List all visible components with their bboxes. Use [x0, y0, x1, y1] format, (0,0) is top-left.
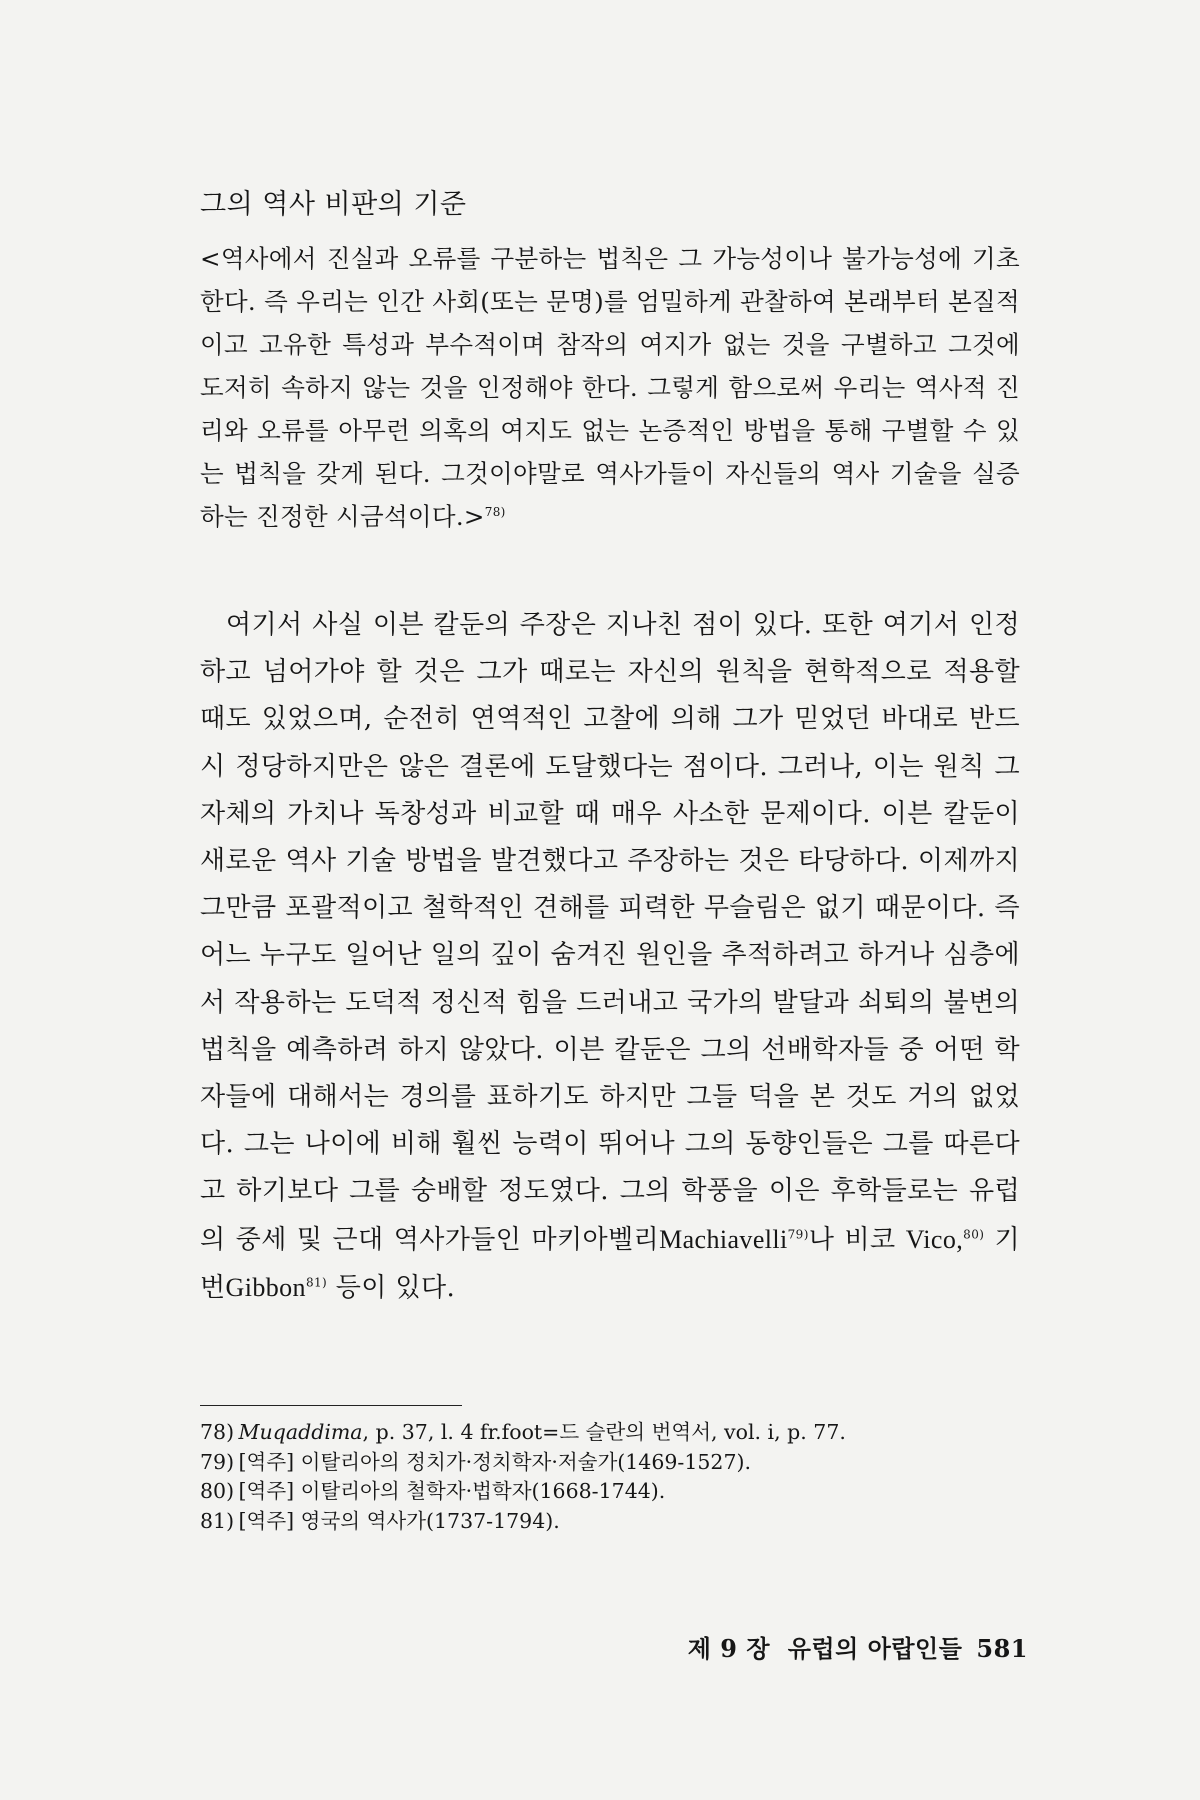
- body-text-4: 등이 있다.: [327, 1272, 456, 1303]
- footnote-text: , p. 37, l. 4 fr.foot=드 슬란의 번역서, vol. i, p. 77.: [362, 1420, 846, 1444]
- footnote-number: 79): [200, 1449, 235, 1474]
- page-number: 581: [976, 1634, 1028, 1663]
- quote-text: <역사에서 진실과 오류를 구분하는 법칙은 그 가능성이나 불가능성에 기초한다. 즉 우리는 인간 사회(또는 문명)를 엄밀하게 관찰하여 본래부터 본질적이고 고유한 특성과 부수적이며 참작의 여지가 없는 것을 구별하고 그것에 도저히 속하지 않는 것을 인정해야 한다. 그렇게 함으로써 우리는 역사적 진리와 오류를 아무런 의혹의 여지도 없는 논증적인 방법을 통해 구별할 수 있는 법칙을 갖게 된다. 그것이야말로 역사가들이 자신들의 역사 기술을 실증하는 진정한 시금석이다.>: [200, 244, 1020, 531]
- footnote-book-title: Muqaddima: [238, 1420, 363, 1444]
- footnotes-list: [200, 1418, 1020, 1536]
- body-text-1: 여기서 사실 이븐 칼둔의 주장은 지나친 점이 있다. 또한 여기서 인정하고 넘어가야 할 것은 그가 때로는 자신의 원칙을 현학적으로 적용할 때도 있었으며, 순전히 연역적인 고찰에 의해 그가 믿었던 바대로 반드시 정당하지만은 않은 결론에 도달했다는 점이다. 그러나, 이는 원칙 그 자체의 가치나 독창성과 비교할 때 매우 사소한 문제이다. 이븐 칼둔이 새로운 역사 기술 방법을 발견했다고 주장하는 것은 타당하다. 이제까지 그만큼 포괄적이고 철학적인 견해를 피력한 무슬림은 없기 때문이다. 즉 어느 누구도 일어난 일의 깊이 숨겨진 원인을 추적하려고 하거나 심층에서 작용하는 도덕적 정신적 힘을 드러내고 국가의 발달과 쇠퇴의 불변의 법칙을 예측하려 하지 않았다. 이븐 칼둔은 그의 선배학자들 중 어떤 학자들에 대해서는 경의를 표하기도 하지만 그들 덕을 본 것도 거의 없었다. 그는 나이에 비해 훨씬 능력이 뛰어나 그의 동향인들은 그를 따른다고 하기보다 그를 숭배할 정도였다. 그의 학풍을 이은 후학들로는 유럽의 중세 및 근대 역사가들인 마키아벨리: [200, 610, 1020, 1255]
- footnote-number: 80): [200, 1479, 235, 1503]
- section-heading: 그의 역사 비판의 기준: [200, 189, 467, 220]
- footnote-text: [역주] 이탈리아의 철학자·법학자(1668-1744).: [238, 1479, 666, 1503]
- footnote-ref-78[interactable]: 78): [484, 504, 506, 519]
- footnote-text: [역주] 영국의 역사가(1737-1794).: [238, 1508, 560, 1533]
- footnote-text: [역주] 이탈리아의 정치가·정치학자·저술가(1469-1527).: [238, 1449, 752, 1474]
- footnote-divider: [200, 1405, 462, 1406]
- footnote-80: [200, 1477, 1020, 1507]
- body-text-3: 기번: [200, 1224, 1021, 1303]
- name-vico: Vico,: [905, 1224, 964, 1254]
- footnote-number: 81): [200, 1508, 235, 1533]
- body-paragraph: [200, 602, 1020, 1312]
- running-footer: [688, 1629, 1028, 1664]
- body-text-2: 나 비코: [808, 1224, 896, 1255]
- name-gibbon: Gibbon: [225, 1272, 306, 1302]
- name-machiavelli: Machiavelli: [659, 1224, 788, 1254]
- footnote-ref-80[interactable]: 80): [963, 1226, 985, 1241]
- quoted-passage: [200, 237, 1020, 538]
- footnote-78: [200, 1418, 1020, 1448]
- footnote-81: [200, 1507, 1020, 1537]
- chapter-title: 제 9 장 유럽의 아랍인들: [687, 1634, 963, 1663]
- footnote-79: [200, 1448, 1020, 1478]
- footnote-ref-79[interactable]: 79): [787, 1226, 809, 1241]
- footnote-ref-81[interactable]: 81): [305, 1275, 328, 1290]
- footnote-number: 78): [200, 1420, 235, 1444]
